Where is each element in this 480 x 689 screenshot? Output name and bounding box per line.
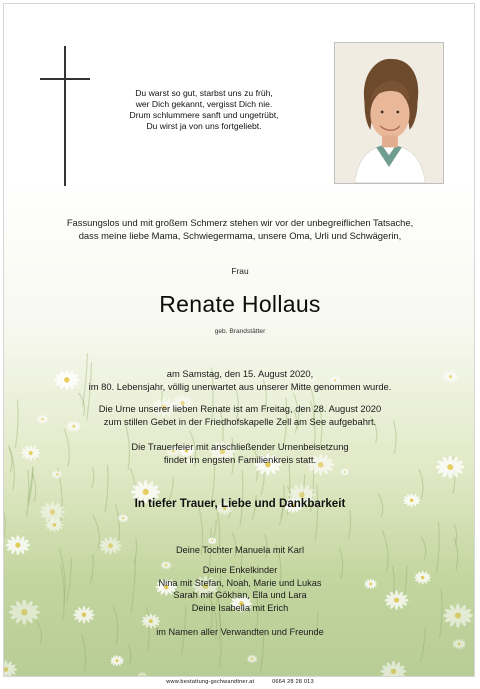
intro-text [4,216,475,242]
intro-line: Fassungslos und mit großem Schmerz stehen wir vor der unbegreiflichen Tatsache, [66,217,414,228]
memorial-verse [84,88,324,132]
birth-name: geb. Brandstätter [214,328,266,335]
urn-notice-line: zum stillen Gebet in der Friedhofskapelle Zell am See aufgebahrt. [103,416,377,427]
daisy-flower [52,470,63,479]
daisy-flower [110,655,124,666]
urn-notice [4,402,475,428]
death-notice-line: im 80. Lebensjahr, völlig unerwartet aus unserer Mitte genommen wurde. [88,381,392,392]
footer-website[interactable]: www.bestattung-gschwandtner.at [166,679,255,685]
mourner-isabella: Deine Isabella mit Erich [191,602,289,613]
mourner-grandchildren: Sarah mit Gökhan, Ella und Lara [173,590,307,601]
daisy-flower [380,661,406,676]
daisy-flower [340,468,349,475]
intro-line: dass meine liebe Mama, Schwiegermama, unsere Oma, Urli und Schwägerin, [78,230,402,241]
portrait-illustration [335,43,443,183]
death-notice [4,367,475,393]
mourner-daughter: Deine Tochter Manuela mit Karl [175,545,304,555]
verse-line: wer Dich gekannt, vergisst Dich nie. [135,99,273,109]
mourner-grandchildren: Nina mit Stefan, Noah, Marie und Lukas [158,577,322,588]
deceased-name: Renate Hollaus [159,291,321,317]
daisy-flower [452,639,466,650]
verse-line: Du warst so gut, starbst uns zu früh, [135,88,273,98]
sorrow-line: In tiefer Trauer, Liebe und Dankbarkeit [134,497,346,510]
daisy-flower [247,655,257,664]
ceremony-notice-line: findet im engsten Familienkreis statt. [163,454,317,465]
daisy-flower [4,660,17,676]
obituary-card [3,3,475,677]
mourners-list [4,544,475,638]
verse-line: Du wirst ja von uns fortgeliebt. [146,121,262,131]
mourner-relatives: im Namen aller Verwandten und Freunde [156,627,324,638]
daisy-flower [138,672,147,676]
death-notice-line: am Samstag, den 15. August 2020, [166,368,314,379]
footer-phone: 0664 28 28 013 [272,679,314,685]
portrait-photo [334,42,444,184]
ceremony-notice [4,440,475,466]
footer [0,679,480,685]
salutation: Frau [231,266,249,276]
ceremony-notice-line: Die Trauerfeier mit anschließender Urnenbeisetzung [131,441,349,452]
verse-line: Drum schlummere sanft und ungetrübt, [129,110,279,120]
cross-icon [40,46,90,186]
urn-notice-line: Die Urne unserer lieben Renate ist am Freitag, den 28. August 2020 [98,403,382,414]
mourner-grandchildren-title: Deine Enkelkinder [202,565,278,576]
